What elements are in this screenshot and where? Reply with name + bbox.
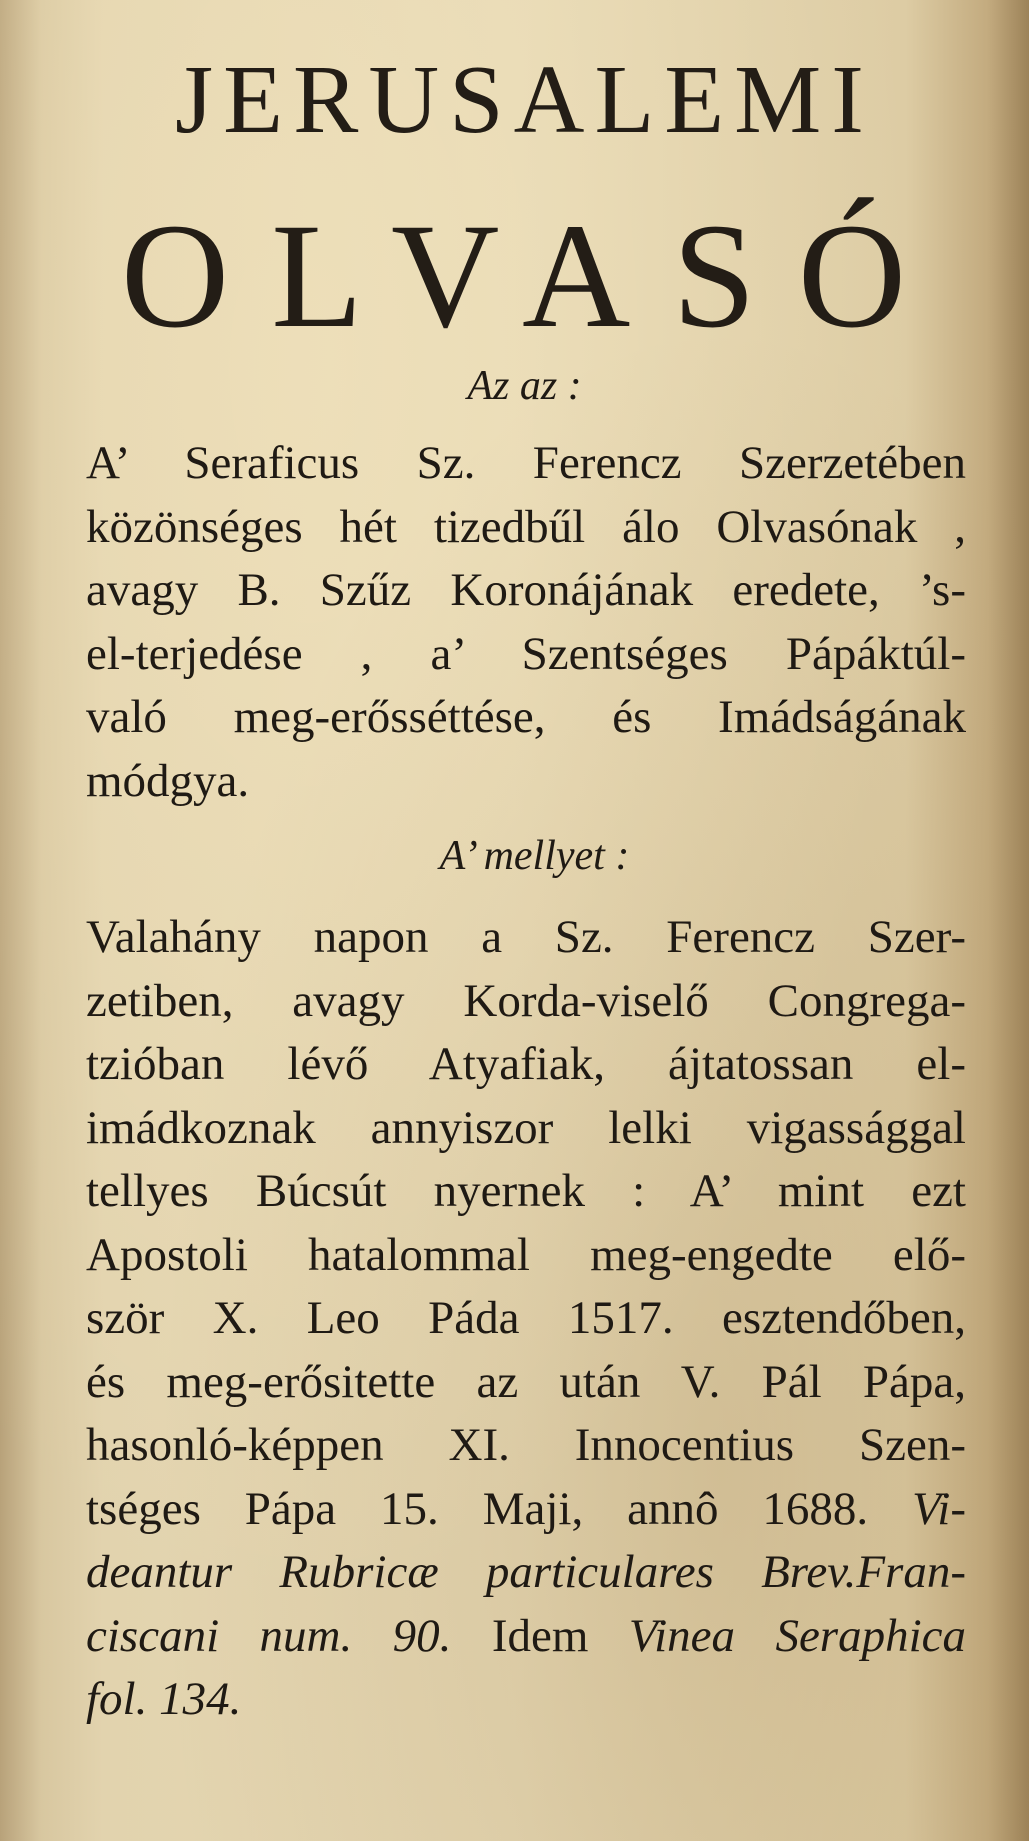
title-line-2: OLVASÓ xyxy=(120,193,949,359)
paragraph-2-line-italic: deantur Rubricæ particulares Brev.Fran- xyxy=(86,1546,966,1598)
paragraph-2-line: és meg-erősitette az után V. Pál Pápa, xyxy=(86,1355,966,1408)
paragraph-2-line: ször X. Leo Páda 1517. esztendőben, xyxy=(86,1292,966,1344)
title-line-1: JERUSALEMI xyxy=(175,46,874,154)
paragraph-1-line: el-terjedése , a’ Szentséges Pápáktúl- xyxy=(86,627,966,680)
paragraph-2-line-italic: fol. 134. xyxy=(86,1673,242,1725)
line-10-roman: tséges Pápa 15. Maji, annô 1688. xyxy=(86,1482,869,1535)
paragraph-1 xyxy=(86,432,966,813)
paragraph-1-line: avagy B. Szűz Koronájának eredete, ’s- xyxy=(86,564,966,616)
paragraph-2 xyxy=(86,906,966,1732)
paragraph-2-line-mixed xyxy=(86,1478,966,1542)
paragraph-2-line: imádkoznak annyiszor lelki vigassággal xyxy=(86,1101,966,1154)
paragraph-1-line: A’ Seraficus Sz. Ferencz Szerzetében xyxy=(86,437,966,489)
subtitle-az-az: Az az : xyxy=(467,363,582,409)
paragraph-2-line: hasonló-képpen XI. Innocentius Szen- xyxy=(86,1419,966,1471)
line-12-italic-b: Vinea Seraphica xyxy=(628,1609,967,1662)
paragraph-2-line: tzióban lévő Atyafiak, ájtatossan el- xyxy=(86,1038,966,1090)
line-12-roman: Idem xyxy=(491,1609,589,1662)
paragraph-2-line: Apostoli hatalommal meg-engedte elő- xyxy=(86,1228,966,1281)
paragraph-2-line: tellyes Búcsút nyernek : A’ mint ezt xyxy=(86,1165,966,1217)
paragraph-2-line: Valahány napon a Sz. Ferencz Szer- xyxy=(86,911,966,963)
line-12-italic-a: ciscani num. 90. xyxy=(86,1609,452,1662)
paragraph-2-line: zetiben, avagy Korda-viselő Congrega- xyxy=(86,974,966,1027)
paragraph-1-line: módgya. xyxy=(86,754,250,807)
paragraph-1-line: közönséges hét tizedbűl álo Olvasónak , xyxy=(86,500,966,553)
subtitle-a-mellyet: A’ mellyet : xyxy=(439,833,630,879)
line-10-italic: Vi- xyxy=(912,1482,967,1535)
paragraph-2-line-mixed xyxy=(86,1605,966,1669)
paragraph-1-line: való meg-erősséttése, és Imádságának xyxy=(86,691,966,743)
